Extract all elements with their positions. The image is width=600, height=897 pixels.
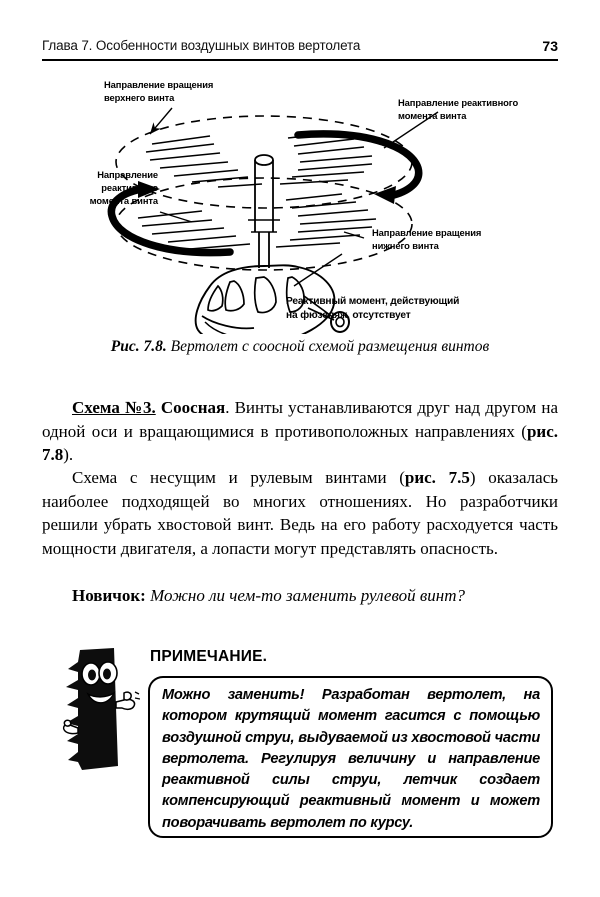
dialogue-novice xyxy=(42,584,558,607)
paragraph-tail-rotor xyxy=(42,466,558,560)
svg-text:момента винта: момента винта xyxy=(398,110,467,121)
rotor-shaft xyxy=(248,155,280,268)
figure-caption-text: Вертолет с соосной схемой размещения винтов xyxy=(170,338,490,355)
figure-caption xyxy=(42,338,558,356)
scheme-number-label: Схема №3. xyxy=(72,398,156,417)
scheme-name: Соосная xyxy=(160,398,226,417)
figure-reference-75: рис. 7.5 xyxy=(404,468,470,487)
header-rule xyxy=(42,59,558,61)
svg-text:верхнего винта: верхнего винта xyxy=(104,92,175,103)
paragraph-text xyxy=(42,466,558,560)
svg-text:момента винта: момента винта xyxy=(89,195,158,206)
mascot-character-icon xyxy=(62,646,140,774)
figure-label-right: Направление вращения xyxy=(372,227,482,238)
svg-text:нижнего винта: нижнего винта xyxy=(372,240,439,251)
dialogue-speaker: Новичок: xyxy=(72,586,146,605)
tail-rotor-text-b: ) оказалась наиболее подходящей во многих отношениях. Но разработчики решили убрать хвостовой винт. Ведь на его работу расходуется часть мощности двигателя, а лопасти могут представлять опасность. xyxy=(42,468,559,558)
figure-reference-78: рис. 7.8 xyxy=(42,421,558,464)
figure-label-top-right: Направление реактивного xyxy=(398,97,519,108)
chapter-title: Глава 7. Особенности воздушных винтов вертолета xyxy=(42,38,361,53)
running-head xyxy=(42,38,558,58)
figure-label-left: Направление xyxy=(97,169,158,180)
figure-7-8 xyxy=(42,72,558,334)
paragraph-text xyxy=(42,396,558,467)
paragraph-scheme-3 xyxy=(42,396,558,467)
scheme-description-b: ). xyxy=(63,445,74,464)
scheme-description-a: . Винты устанавливаются друг над другом на одной оси и вращающимися в противоположных направлениях ( xyxy=(42,398,558,441)
note-heading: ПРИМЕЧАНИЕ. xyxy=(150,648,268,665)
svg-text:реактивного: реактивного xyxy=(101,182,158,193)
note-box xyxy=(148,676,553,838)
dialogue-question: Можно ли чем-то заменить рулевой винт? xyxy=(150,586,465,605)
page-number: 73 xyxy=(542,38,558,54)
svg-text:на фюзеляж, отсутствует: на фюзеляж, отсутствует xyxy=(286,310,411,321)
note-body-text: Можно заменить! Разработан вертолет, на котором крутящий момент гасится с помощью воздушной струи, выдуваемой из хвостовой части вертолета. Регулируя величину и направление реактивной силы струи, летчик создает компенсирующий реактивный момент и может поворачивать вертолет по курсу. xyxy=(162,687,540,831)
figure-label-bottom: Реактивный момент, действующий xyxy=(286,296,460,307)
figure-caption-label: Рис. 7.8. xyxy=(110,338,167,355)
figure-label-top-left: Направление вращения xyxy=(104,79,214,90)
tail-rotor-text-a: Схема с несущим и рулевым винтами ( xyxy=(72,468,405,487)
